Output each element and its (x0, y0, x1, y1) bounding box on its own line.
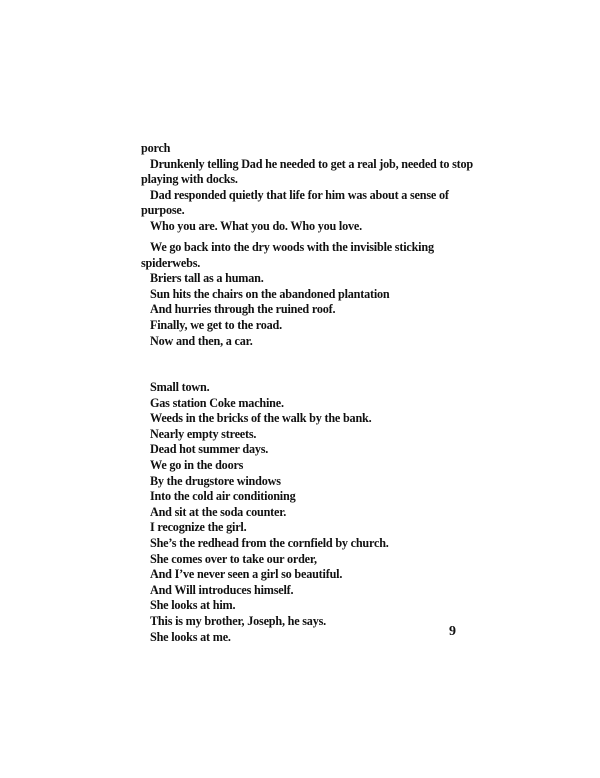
text-line: By the drugstore windows (150, 473, 281, 488)
text-line: And sit at the soda counter. (150, 504, 287, 519)
text-line: She’s the redhead from the cornfield by church. (150, 535, 389, 550)
text-line: playing with docks. (141, 172, 238, 187)
text-line: Who you are. What you do. Who you love. (150, 218, 362, 233)
text-line: Dad responded quietly that life for him was about a sense of (150, 187, 449, 202)
stanza-1 (141, 141, 471, 235)
text-line: Sun hits the chairs on the abandoned plantation (150, 286, 390, 301)
text-line: And hurries through the ruined roof. (150, 302, 336, 317)
text-line: She looks at me. (150, 629, 231, 644)
text-line: Gas station Coke machine. (150, 395, 284, 410)
text-line: And Will introduces himself. (150, 582, 294, 597)
text-line: This is my brother, Joseph, he says. (150, 613, 326, 628)
text-line: She looks at him. (150, 598, 236, 613)
text-line: I recognize the girl. (150, 520, 247, 535)
text-line: Finally, we get to the road. (150, 317, 282, 332)
page-number: 9 (449, 624, 456, 639)
text-line: And I’ve never seen a girl so beautiful. (150, 567, 343, 582)
text-line: We go back into the dry woods with the invisible sticking (150, 240, 434, 254)
text-line: porch (141, 141, 171, 155)
text-line: Briers tall as a human. (150, 271, 264, 286)
text-line: spiderwebs. (141, 255, 201, 270)
stanza-3 (141, 380, 471, 645)
text-line: Into the cold air conditioning (150, 489, 296, 504)
text-line: Now and then, a car. (150, 333, 253, 348)
text-line: We go in the doors (150, 457, 244, 472)
text-line: Drunkenly telling Dad he needed to get a real job, needed to stop (150, 156, 473, 171)
text-line: Weeds in the bricks of the walk by the bank. (150, 411, 372, 426)
text-line: Nearly empty streets. (150, 426, 257, 441)
text-line: Small town. (150, 380, 210, 394)
text-line: Dead hot summer days. (150, 442, 269, 457)
stanza-2 (141, 240, 471, 349)
text-line: She comes over to take our order, (150, 551, 317, 566)
text-line: purpose. (141, 203, 185, 218)
